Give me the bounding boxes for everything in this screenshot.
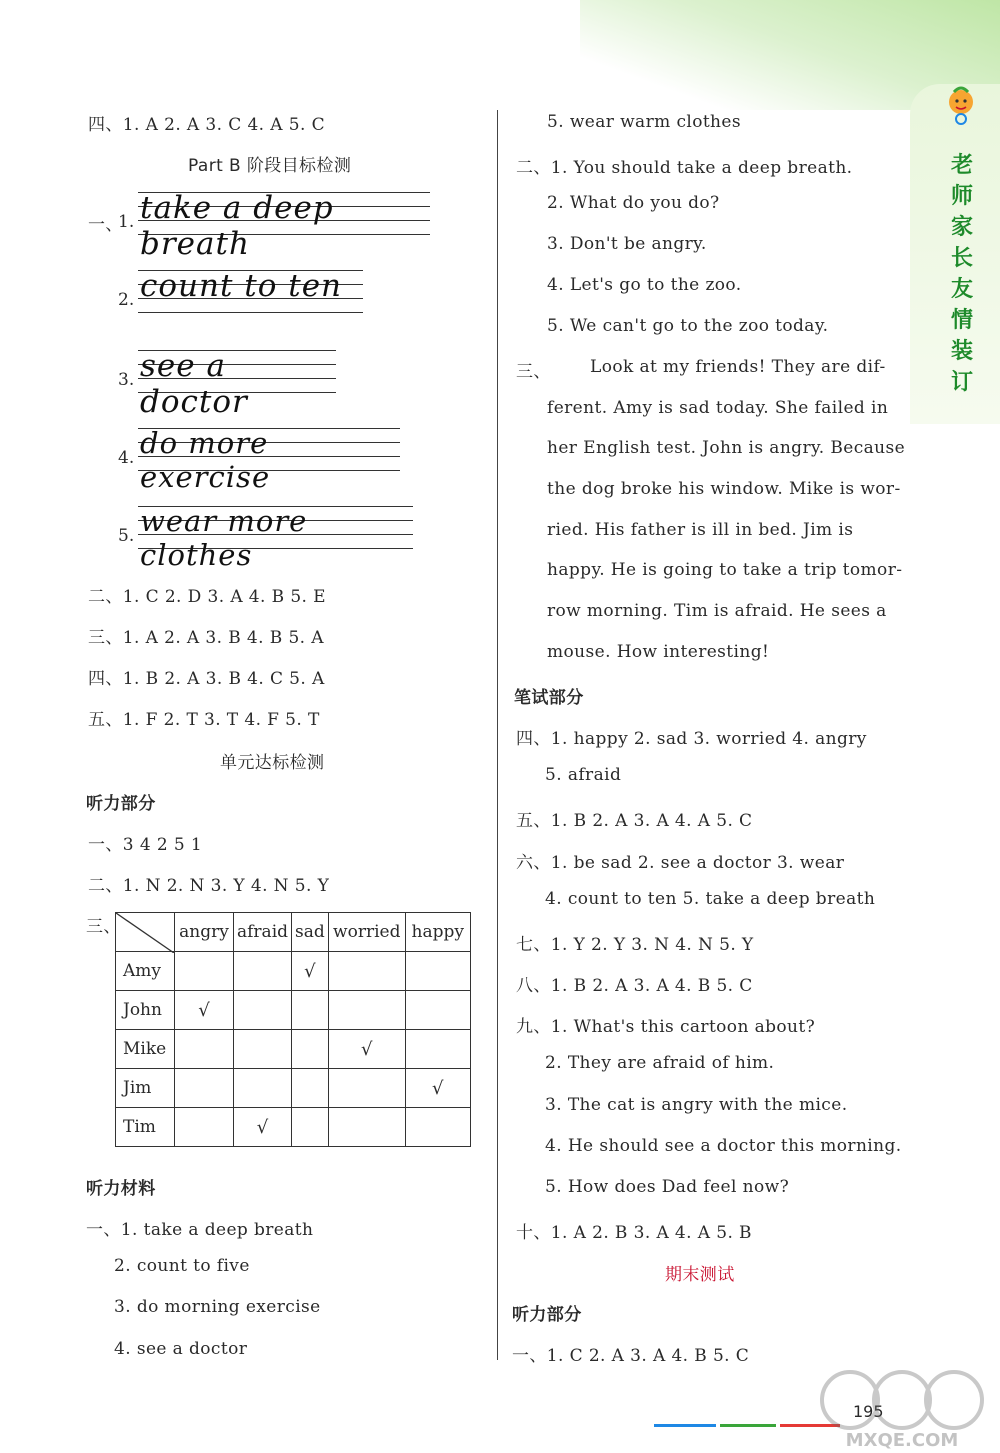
footer-bar-green <box>720 1424 776 1427</box>
check-cell <box>405 952 470 991</box>
question-label: 三、 <box>86 917 121 937</box>
check-cell <box>292 1030 329 1069</box>
answer-line: 四、1. B 2. A 3. B 4. C 5. A <box>88 669 325 689</box>
binding-char: 情 <box>950 308 973 333</box>
check-cell <box>175 1030 234 1069</box>
answer-line: 4. Let's go to the zoo. <box>547 275 742 295</box>
check-cell: √ <box>175 991 234 1030</box>
paragraph-line: Look at my friends! They are dif- <box>590 357 886 377</box>
handwriting-prefix: 一、 <box>88 215 123 235</box>
section-title: 期末测试 <box>665 1265 735 1285</box>
section-heading: 听力部分 <box>86 794 156 814</box>
check-cell <box>328 1108 405 1147</box>
check-cell <box>328 991 405 1030</box>
check-cell <box>292 1069 329 1108</box>
writing-lines <box>138 426 400 494</box>
binding-char: 友 <box>950 277 973 302</box>
emotion-table <box>115 912 471 1147</box>
check-cell <box>234 1069 292 1108</box>
section-heading: 笔试部分 <box>514 688 584 708</box>
answer-line: 五、1. B 2. A 3. A 4. A 5. C <box>516 811 753 831</box>
answer-line: 三、1. A 2. A 3. B 4. B 5. A <box>88 628 324 648</box>
paragraph-line: ferent. Amy is sad today. She failed in <box>547 398 889 418</box>
diagonal-cell <box>116 913 175 952</box>
table-header: happy <box>405 913 470 952</box>
hw-number: 1. <box>118 212 135 232</box>
table-header: sad <box>292 913 329 952</box>
binding-char: 长 <box>950 246 973 271</box>
binding-char: 装 <box>950 339 973 364</box>
mascot-icon <box>944 86 978 126</box>
check-cell <box>175 952 234 991</box>
writing-lines <box>138 190 430 262</box>
paragraph-line: ried. His father is ill in bed. Jim is <box>547 520 854 540</box>
table-header-row <box>116 913 471 952</box>
writing-lines <box>138 348 336 420</box>
answer-line: 五、1. F 2. T 3. T 4. F 5. T <box>88 710 320 730</box>
check-cell <box>234 991 292 1030</box>
check-cell <box>234 1030 292 1069</box>
writing-lines <box>138 270 363 330</box>
answer-line: 2. They are afraid of him. <box>545 1053 775 1073</box>
material-line: 2. count to five <box>114 1256 250 1276</box>
table-row <box>116 1108 471 1147</box>
handwritten-answer: take a deep breath <box>140 190 334 262</box>
answer-line: 3. Don't be angry. <box>547 234 707 254</box>
check-cell <box>292 991 329 1030</box>
check-cell: √ <box>405 1069 470 1108</box>
answer-line: 5. How does Dad feel now? <box>545 1177 790 1197</box>
hw-number: 4. <box>118 448 135 468</box>
binding-char: 家 <box>950 215 973 240</box>
answer-line: 2. What do you do? <box>547 193 720 213</box>
table-header: angry <box>175 913 234 952</box>
binding-char: 师 <box>950 184 973 209</box>
section-title: 单元达标检测 <box>220 753 325 773</box>
answer-line: 4. He should see a doctor this morning. <box>545 1136 902 1156</box>
row-name: Jim <box>116 1069 175 1108</box>
answer-line: 七、1. Y 2. Y 3. N 4. N 5. Y <box>516 935 754 955</box>
watermark-logo <box>812 1360 992 1450</box>
check-cell <box>175 1108 234 1147</box>
table-row <box>116 952 471 991</box>
answer-line: 六、1. be sad 2. see a doctor 3. wear <box>516 853 845 873</box>
column-divider <box>497 110 498 1360</box>
section-heading: 听力材料 <box>86 1179 156 1199</box>
material-line: 3. do morning exercise <box>114 1297 321 1317</box>
handwritten-answer: do more exercise <box>140 426 271 494</box>
answer-line: 3. The cat is angry with the mice. <box>545 1095 848 1115</box>
binding-char: 订 <box>950 370 973 395</box>
section-heading: 听力部分 <box>512 1305 582 1325</box>
paragraph-line: row morning. Tim is afraid. He sees a <box>547 601 887 621</box>
check-cell <box>405 1108 470 1147</box>
writing-lines <box>138 504 413 572</box>
check-cell: √ <box>292 952 329 991</box>
table-row <box>116 1030 471 1069</box>
answer-line: 二、1. You should take a deep breath. <box>516 158 853 178</box>
hw-number: 5. <box>118 526 135 546</box>
footer-bar-blue <box>654 1424 716 1427</box>
row-name: John <box>116 991 175 1030</box>
section-title: Part B 阶段目标检测 <box>188 156 352 176</box>
table-row <box>116 1069 471 1108</box>
hw-number: 2. <box>118 290 135 310</box>
handwritten-answer: see a doctor <box>140 348 248 420</box>
table-row <box>116 991 471 1030</box>
check-cell: √ <box>328 1030 405 1069</box>
paragraph-line: the dog broke his window. Mike is wor- <box>547 479 901 499</box>
answer-line: 5. afraid <box>545 765 622 785</box>
binding-label <box>942 150 982 398</box>
page-number: 195 <box>853 1402 884 1421</box>
answer-line: 4. count to ten 5. take a deep breath <box>545 889 876 909</box>
paragraph-label: 三、 <box>516 362 551 382</box>
answer-line: 四、1. happy 2. sad 3. worried 4. angry <box>516 729 867 749</box>
answer-line: 二、1. N 2. N 3. Y 4. N 5. Y <box>88 876 330 896</box>
binding-char: 老 <box>950 153 973 178</box>
hw-number: 3. <box>118 370 135 390</box>
paragraph-line: her English test. John is angry. Because <box>547 438 906 458</box>
answer-line: 十、1. A 2. B 3. A 4. A 5. B <box>516 1223 752 1243</box>
row-name: Amy <box>116 952 175 991</box>
answer-line: 5. We can't go to the zoo today. <box>547 316 829 336</box>
row-name: Tim <box>116 1108 175 1147</box>
check-cell <box>292 1108 329 1147</box>
answer-line: 一、1. C 2. A 3. A 4. B 5. C <box>512 1346 750 1366</box>
check-cell: √ <box>234 1108 292 1147</box>
paragraph-line: mouse. How interesting! <box>547 642 770 662</box>
table-header: worried <box>328 913 405 952</box>
answer-line: 九、1. What's this cartoon about? <box>516 1017 816 1037</box>
row-name: Mike <box>116 1030 175 1069</box>
handwritten-answer: count to ten <box>140 268 343 304</box>
material-line: 一、1. take a deep breath <box>86 1220 314 1240</box>
check-cell <box>405 1030 470 1069</box>
table-header: afraid <box>234 913 292 952</box>
watermark-text: MXQE.COM <box>845 1430 959 1450</box>
check-cell <box>405 991 470 1030</box>
material-line: 4. see a doctor <box>114 1339 248 1359</box>
handwritten-answer: wear more clothes <box>140 504 308 572</box>
paragraph-line: happy. He is going to take a trip tomor- <box>547 560 903 580</box>
answer-line: 二、1. C 2. D 3. A 4. B 5. E <box>88 587 326 607</box>
answer-line: 四、1. A 2. A 3. C 4. A 5. C <box>88 115 325 135</box>
answer-line: 一、3 4 2 5 1 <box>88 835 203 855</box>
check-cell <box>328 952 405 991</box>
check-cell <box>175 1069 234 1108</box>
check-cell <box>328 1069 405 1108</box>
answer-line: 八、1. B 2. A 3. A 4. B 5. C <box>516 976 753 996</box>
answer-line: 5. wear warm clothes <box>547 112 741 132</box>
check-cell <box>234 952 292 991</box>
